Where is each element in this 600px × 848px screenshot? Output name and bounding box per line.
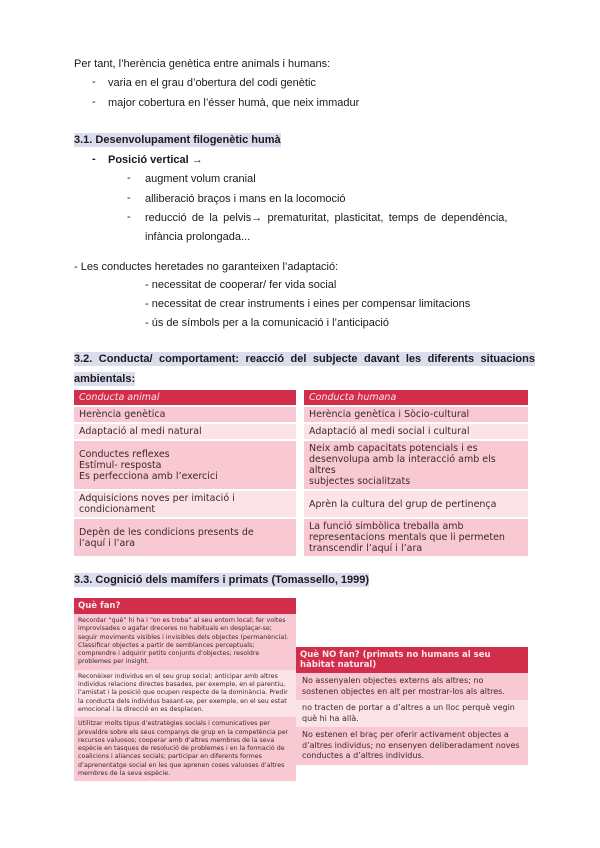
intro-item: major cobertura en l’ésser humà, que neix immadur: [108, 97, 360, 109]
section-3-3-heading: 3.3. Cognició dels mamífers i primats (Tomassello, 1999): [74, 574, 370, 586]
what-they-do-paragraph: Reconèixer individus en el seu grup social; anticipar amb altres individus relacions directes basades, per exemple, en el parentiu, l’amistat i la posició que ocupen respecte de la dominància. Predir la conducta dels individus basant-se, per exemple, en el seu estat emocional i la direcció en es desplacen.: [74, 670, 296, 717]
need-item: - necessitat de crear instruments i eines per compensar limitacions: [145, 298, 471, 310]
table-cell-animal: Herència genètica: [74, 406, 300, 423]
list-item: alliberació braços i mans en la locomoció: [145, 193, 346, 205]
section-3-1-heading: 3.1. Desenvolupament filogenètic humà: [74, 134, 281, 146]
section-3-2-heading-cont: ambientals:: [74, 373, 136, 385]
bullet-dash: -: [92, 96, 96, 108]
table-cell-human: Aprèn la cultura del grup de pertinença: [300, 490, 528, 518]
table-cell-human: Herència genètica i Sòcio-cultural: [300, 406, 528, 423]
what-they-dont-do-paragraph: No assenyalen objectes externs als altres; no sostenen objectes en alt per mostrar-los als altres.: [296, 673, 528, 700]
what-they-do-paragraph: Utilitzar molts tipus d’estratègies socials i comunicatives per prevaldre sobre els seus companys de grup en la competència per recursos valuosos; cooperar amb d’altres membres de la seva espècie en tasques de resolució de problemes i en la formació de coalicions i aliances socials; participar en diferents formes d’aprenentatge social en les que aprenen coses valuoses d’altres membres de la seva espècie.: [74, 717, 296, 781]
table-cell-animal: Depèn de les condicions presents de l’aquí i l’ara: [74, 518, 300, 557]
table-row: [74, 406, 528, 423]
bullet-dash: -: [127, 211, 131, 223]
table-cell-animal: Adaptació al medi natural: [74, 423, 300, 440]
table-row: [74, 440, 528, 490]
what-they-dont-do-header: Què NO fan? (primats no humans al seu hàbitat natural): [296, 647, 528, 673]
table-row: [74, 423, 528, 440]
what-they-dont-do-paragraph: no tracten de portar a d’altres a un lloc perquè vegin què hi ha allà.: [296, 700, 528, 727]
table-cell-animal: Conductes reflexes Estímul- resposta Es perfecciona amb l’exercici: [74, 440, 300, 490]
bullet-dash: -: [127, 192, 131, 204]
intro-text: Per tant, l’herència genètica entre animals i humans:: [74, 58, 331, 70]
section-3-2-heading: 3.2. Conducta/ comportament: reacció del subjecte davant les diferents situacions: [74, 353, 535, 365]
what-they-do-header: Què fan?: [74, 598, 296, 614]
table-header-human: Conducta humana: [300, 390, 528, 406]
bullet-dash: -: [127, 172, 131, 184]
list-item: infància prolongada...: [145, 231, 251, 243]
table-row: [74, 490, 528, 518]
section-3-1-note: - Les conductes heretades no garanteixen l’adaptació:: [74, 261, 339, 273]
table-cell-human: Adaptació al medi social i cultural: [300, 423, 528, 440]
conduct-table: [74, 390, 528, 558]
what-they-dont-do-box: [296, 647, 528, 765]
bullet-dash: -: [92, 153, 96, 165]
what-they-dont-do-paragraph: No estenen el braç per oferir activament objectes a d’altres individus; no ensenyen deliberadament noves conductes a d’altres individus.: [296, 727, 528, 765]
what-they-do-box: [74, 598, 296, 781]
table-header-animal: Conducta animal: [74, 390, 300, 406]
what-they-do-paragraph: Recordar “què” hi ha i “on es troba” al seu entorn local; fer voltes improvisades o agafar dreceres no habituals en desplaçar-se; seguir moviments visibles i invisibles dels objectes (permanència). Classificar objectes a partir de semblances perceptuals; comprendre i adquirir petits conjunts d’objectes; resoldre problemes per insight.: [74, 614, 296, 670]
intro-item: varia en el grau d’obertura del codi genètic: [108, 77, 316, 89]
list-item: reducció de la pelvis→ prematuritat, plasticitat, temps de dependència,: [145, 212, 508, 224]
need-item: - necessitat de cooperar/ fer vida social: [145, 279, 337, 291]
table-cell-human: Neix amb capacitats potencials i es desenvolupa amb la interacció amb els altres subjectes socialitzats: [300, 440, 528, 490]
bullet-dash: -: [92, 76, 96, 88]
table-row: [74, 518, 528, 557]
need-item: - ús de símbols per a la comunicació i l’anticipació: [145, 317, 389, 329]
table-cell-animal: Adquisicions noves per imitació i condicionament: [74, 490, 300, 518]
table-cell-human: La funció simbòlica treballa amb representacions mentals que li permeten transcendir l’aquí i l’ara: [300, 518, 528, 557]
section-3-1-subtitle: Posició vertical →: [108, 154, 203, 166]
list-item: augment volum cranial: [145, 173, 256, 185]
